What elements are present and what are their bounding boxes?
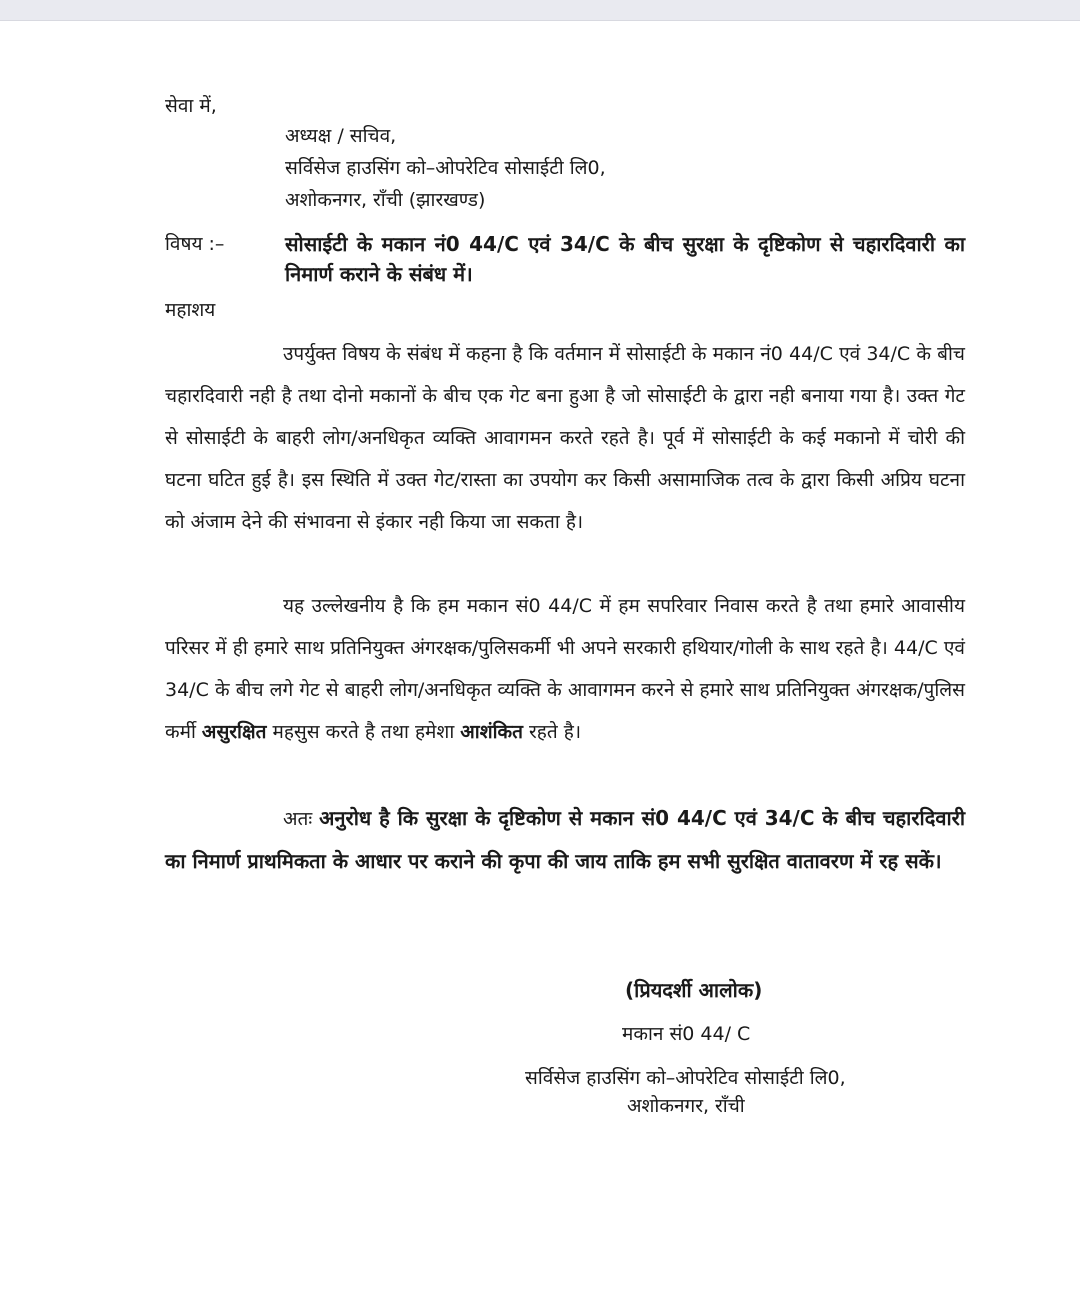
paragraph-2-part-3: रहते है।: [522, 721, 582, 743]
signature-house: मकान सं0 44/ C: [622, 1023, 751, 1045]
greeting: महाशय: [165, 299, 216, 321]
salutation: सेवा में,: [165, 95, 217, 117]
paragraph-2-bold-insecure: असुरक्षित: [201, 721, 267, 743]
paragraph-1: उपर्युक्त विषय के संबंध में कहना है कि वर्तमान में सोसाईटी के मकान नं0 44/C एवं 34/C के बीच चहारदिवारी नही है तथा दोनो मकानों के बीच एक गेट बना हुआ है जो सोसाईटी के द्वारा नही बनाया गया है। उक्त गेट से सोसाईटी के बाहरी लोग/अनधिकृत व्यक्ति आवागमन करते रहते है। पूर्व में सोसाईटी के कई मकानो में चोरी की घटना घटित हुई है। इस स्थिति में उक्त गेट/रास्ता का उपयोग कर किसी असामाजिक तत्व के द्वारा किसी अप्रिय घटना को अंजाम देने की संभावना से इंकार नही किया जा सकता है।: [165, 343, 965, 533]
recipient-line-2: सर्विसेज हाउसिंग को–ओपरेटिव सोसाईटी लि0,: [285, 157, 606, 179]
recipient-line-1: अध्यक्ष / सचिव,: [285, 125, 397, 147]
subject-text: सोसाईटी के मकान नं0 44/C एवं 34/C के बीच सुरक्षा के दृष्टिकोण से चहारदिवारी का निमार्ण कराने के संबंध में।: [285, 232, 965, 286]
paragraph-2-part-1: यह उल्लेखनीय है कि हम मकान सं0 44/C में हम सपरिवार निवास करते है तथा हमारे आवासीय परिसर में ही हमारे साथ प्रतिनियुक्त अंगरक्षक/पुलिसकर्मी भी अपने सरकारी हथियार/गोली के साथ रहते है। 44/C एवं 34/C के बीच लगे गेट से बाहरी लोग/अनधिकृत व्यक्ति के आवागमन करने से हमारे साथ प्रतिनियुक्त अंगरक्षक/पुलिस कर्मी: [165, 595, 965, 743]
paragraph-3: [165, 797, 965, 883]
paragraph-2-bold-apprehensive: आशंकित: [460, 721, 523, 743]
subject-label: विषय :–: [165, 233, 225, 255]
paragraph-2-part-2: महसुस करते है तथा हमेशा: [266, 721, 461, 743]
signature-name: (प्रियदर्शी आलोक): [625, 978, 763, 1002]
paragraph-2: [165, 585, 965, 753]
paragraph-3-prefix: अतः: [283, 808, 320, 830]
recipient-line-3: अशोकनगर, राँची (झारखण्ड): [285, 189, 486, 211]
letter-page: [0, 21, 1080, 1310]
signature-place: अशोकनगर, राँची: [627, 1095, 745, 1117]
signature-org: सर्विसेज हाउसिंग को–ओपरेटिव सोसाईटी लि0,: [525, 1067, 846, 1089]
top-strip: [0, 0, 1080, 21]
paragraph-3-request: अनुरोध है कि सुरक्षा के दृष्टिकोण से मकान सं0 44/C एवं 34/C के बीच चहारदिवारी का निमार्ण प्राथमिकता के आधार पर कराने की कृपा की जाय ताकि हम सभी सुरक्षित वातावरण में रह सकें।: [165, 806, 965, 873]
